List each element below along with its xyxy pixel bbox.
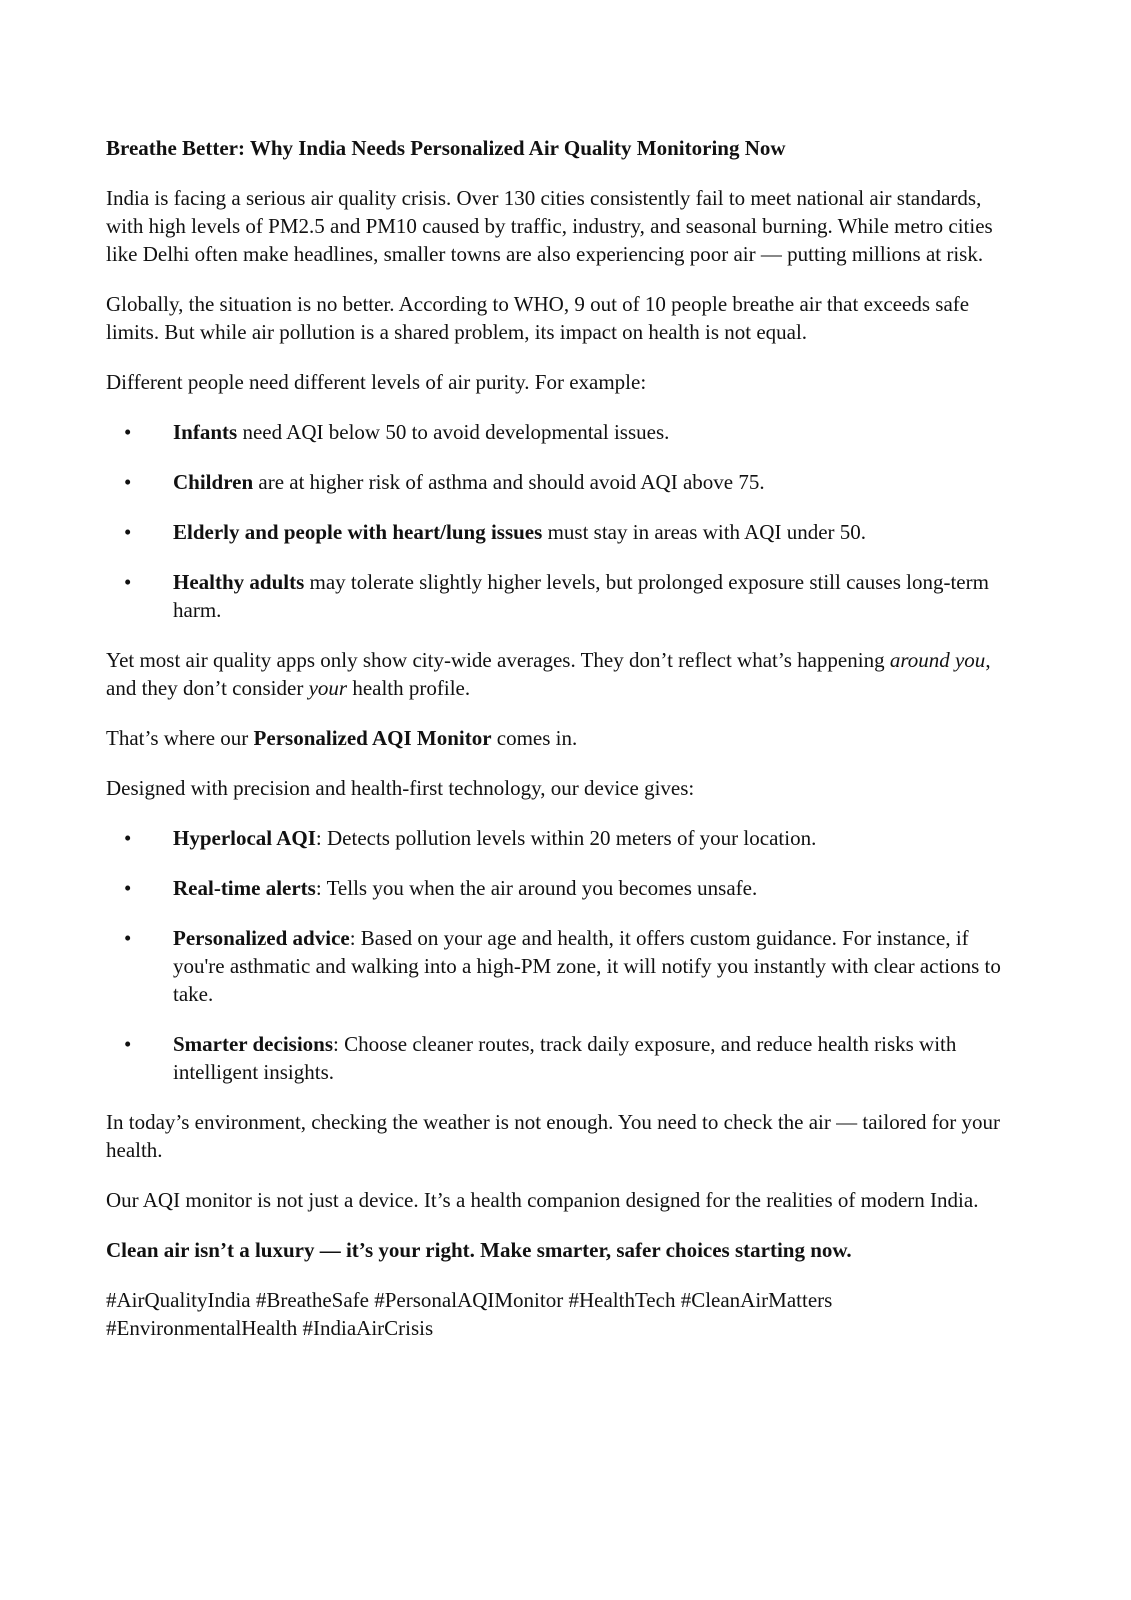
list-item	[106, 874, 1006, 902]
thats-where-text-2: comes in.	[491, 726, 578, 750]
list-item	[106, 924, 1006, 1008]
designed-paragraph: Designed with precision and health-first technology, our device gives:	[106, 776, 695, 800]
list-item	[106, 1030, 1006, 1086]
document-page	[106, 134, 1006, 1364]
bullet-icon: •	[124, 420, 132, 444]
features-list	[106, 824, 1006, 1086]
list-item-text: : Based on your age and health, it offers custom guidance. For instance, if you're asthmatic and walking into a high-PM zone, it will notify you instantly with clear actions to take.	[173, 926, 1001, 1006]
bullet-icon: •	[124, 570, 132, 594]
thats-where-text-1: That’s where our	[106, 726, 254, 750]
list-item	[106, 568, 1006, 624]
intro-paragraph: India is facing a serious air quality crisis. Over 130 cities consistently fail to meet national air standards, with high levels of PM2.5 and PM10 caused by traffic, industry, and seasonal burning. While metro cities like Delhi often make headlines, smaller towns are also experiencing poor air — putting millions at risk.	[106, 186, 993, 266]
companion-paragraph: Our AQI monitor is not just a device. It’s a health companion designed for the realities of modern India.	[106, 1188, 979, 1212]
today-paragraph: In today’s environment, checking the weather is not enough. You need to check the air — tailored for your health.	[106, 1110, 1001, 1162]
list-item	[106, 518, 1006, 546]
list-item	[106, 824, 1006, 852]
list-item-bold: Smarter decisions	[173, 1032, 334, 1056]
list-item-bold: Real-time alerts	[173, 876, 316, 900]
apps-italic-2: your	[308, 676, 348, 700]
bullet-icon: •	[124, 470, 132, 494]
list-item-bold: Healthy adults	[173, 570, 305, 594]
list-item-text: must stay in areas with AQI under 50.	[542, 520, 867, 544]
apps-text-3: health profile.	[347, 676, 471, 700]
list-item-bold: Children	[173, 470, 254, 494]
different-needs-paragraph: Different people need different levels of air purity. For example:	[106, 370, 647, 394]
bullet-icon: •	[124, 1032, 132, 1056]
bullet-icon: •	[124, 826, 132, 850]
bullet-icon: •	[124, 520, 132, 544]
apps-text-1: Yet most air quality apps only show city-wide averages. They don’t reflect what’s happening	[106, 648, 890, 672]
closing-statement: Clean air isn’t a luxury — it’s your right. Make smarter, safer choices starting now.	[106, 1238, 852, 1262]
bullet-icon: •	[124, 876, 132, 900]
list-item	[106, 418, 1006, 446]
list-item-text: : Detects pollution levels within 20 meters of your location.	[315, 826, 817, 850]
bullet-icon: •	[124, 926, 132, 950]
list-item-text: : Tells you when the air around you becomes unsafe.	[315, 876, 758, 900]
product-name: Personalized AQI Monitor	[253, 726, 492, 750]
apps-text-2: , and they don’t consider	[106, 648, 991, 700]
list-item	[106, 468, 1006, 496]
list-item-bold: Personalized advice	[173, 926, 350, 950]
list-item-text: : Choose cleaner routes, track daily exposure, and reduce health risks with intelligent insights.	[173, 1032, 957, 1084]
list-item-text: need AQI below 50 to avoid developmental issues.	[237, 420, 670, 444]
hashtags: #AirQualityIndia #BreatheSafe #PersonalAQIMonitor #HealthTech #CleanAirMatters #EnvironmentalHealth #IndiaAirCrisis	[106, 1288, 833, 1340]
needs-list	[106, 418, 1006, 624]
apps-italic-1: around you	[889, 648, 986, 672]
list-item-bold: Infants	[173, 420, 238, 444]
list-item-bold: Hyperlocal AQI	[173, 826, 316, 850]
list-item-text: may tolerate slightly higher levels, but prolonged exposure still causes long-term harm.	[173, 570, 989, 622]
list-item-text: are at higher risk of asthma and should avoid AQI above 75.	[253, 470, 765, 494]
global-paragraph: Globally, the situation is no better. According to WHO, 9 out of 10 people breathe air that exceeds safe limits. But while air pollution is a shared problem, its impact on health is not equal.	[106, 292, 970, 344]
list-item-bold: Elderly and people with heart/lung issues	[173, 520, 543, 544]
thats-where-paragraph	[106, 724, 1006, 752]
document-title: Breathe Better: Why India Needs Personalized Air Quality Monitoring Now	[106, 136, 786, 160]
apps-paragraph	[106, 646, 1006, 702]
